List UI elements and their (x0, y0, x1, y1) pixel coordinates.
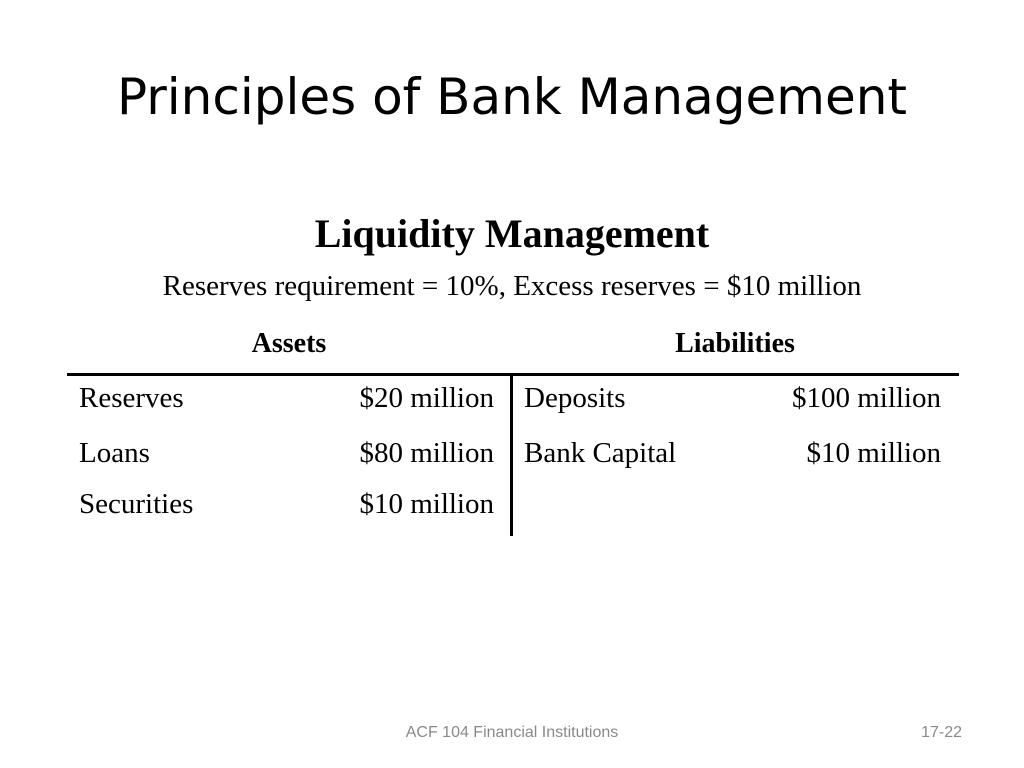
liabilities-header: Liabilities (675, 328, 795, 359)
asset-label: Loans (79, 437, 150, 469)
liability-value: $100 million (791, 382, 941, 414)
requirement-text: Reserves requirement = 10%, Excess reserves = $10 million (162, 270, 862, 302)
liability-label: Deposits (524, 382, 626, 414)
header-divider (67, 373, 959, 376)
liability-label: Bank Capital (524, 437, 677, 469)
column-divider (510, 376, 513, 536)
slide-number: 17-22 (921, 724, 962, 741)
assets-header: Assets (251, 328, 327, 359)
asset-value: $20 million (359, 382, 494, 414)
asset-label: Securities (79, 488, 194, 520)
asset-value: $80 million (359, 437, 494, 469)
liability-value: $10 million (806, 437, 941, 469)
slide-title: Principles of Bank Management (116, 68, 908, 126)
asset-value: $10 million (359, 488, 494, 520)
footer-course: ACF 104 Financial Institutions (405, 724, 619, 741)
asset-label: Reserves (79, 382, 184, 414)
section-subtitle: Liquidity Management (314, 211, 710, 256)
